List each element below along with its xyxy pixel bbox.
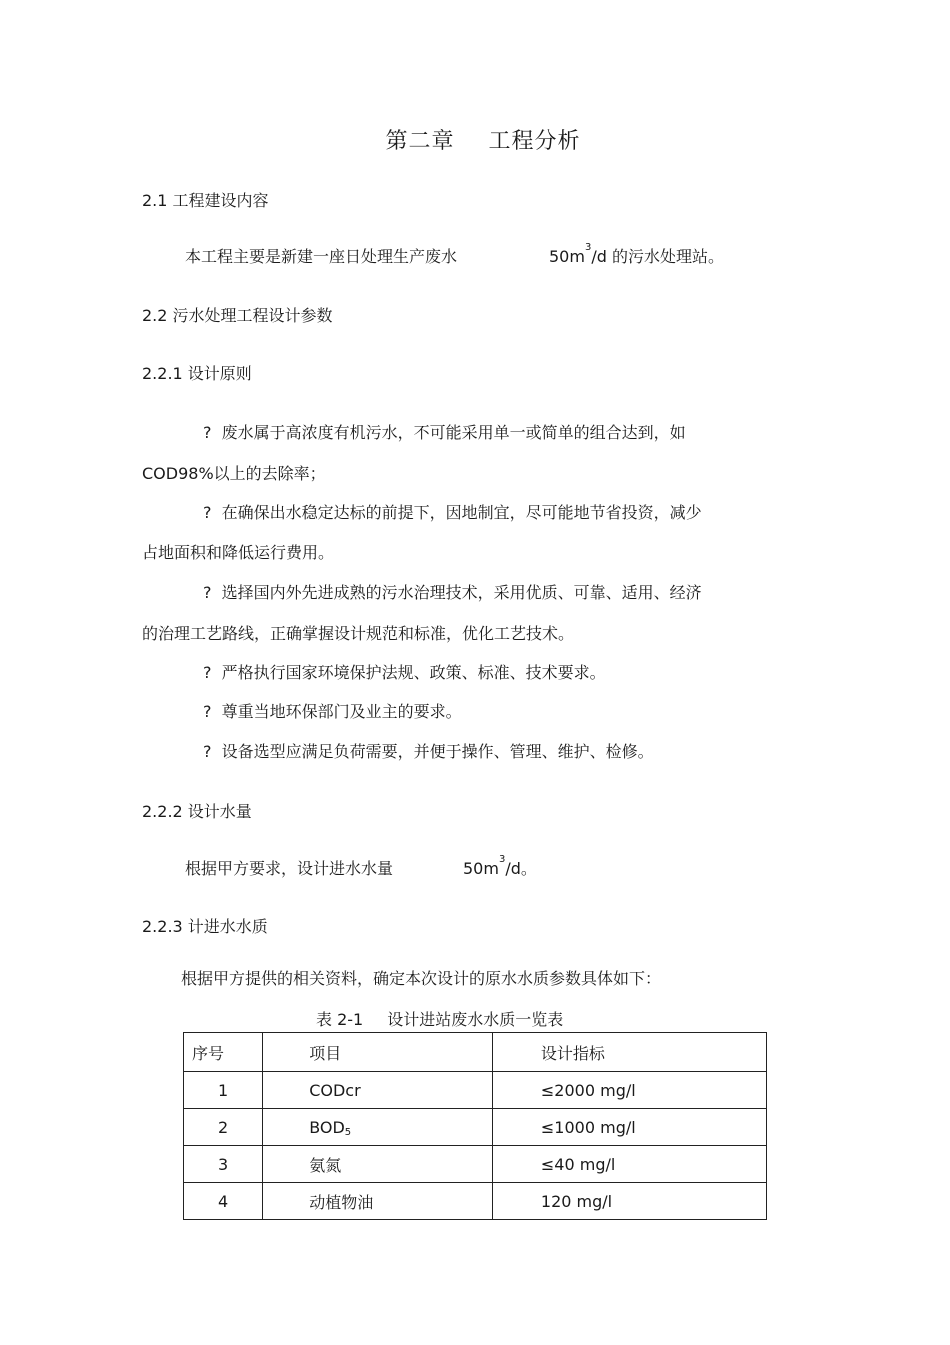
cell-value: 120 mg/l [492, 1183, 766, 1220]
table-row [184, 1146, 767, 1183]
cell-no: 2 [184, 1109, 263, 1146]
section-heading-2-2-3: 2.2.3 计进水水质 [142, 917, 268, 936]
section-heading-2-2-1: 2.2.1 设计原则 [142, 364, 252, 383]
cell-item: CODcr [263, 1072, 493, 1109]
bullet-text: 设备选型应满足负荷需要，并便于操作、管理、维护、检修。 [221, 742, 654, 761]
principle-bullet-2-continued: 占地面积和降低运行费用。 [142, 543, 335, 562]
principle-bullet-4 [203, 660, 606, 683]
bullet-marker: ? [203, 702, 212, 721]
header-cell-no: 序号 [184, 1033, 263, 1072]
capacity-unit-text: /d 的污水处理站。 [591, 247, 724, 266]
table-number: 表 2-1 [316, 1010, 364, 1029]
bullet-marker: ? [203, 583, 212, 602]
section-heading-2-2: 2.2 污水处理工程设计参数 [142, 306, 333, 325]
table-row [184, 1109, 767, 1146]
bullet-marker: ? [203, 663, 212, 682]
bullet-text: 严格执行国家环境保护法规、政策、标准、技术要求。 [221, 663, 606, 682]
flow-superscript: 3 [498, 854, 506, 865]
design-flow-value [463, 856, 537, 879]
water-quality-table [183, 1032, 767, 1220]
table-title: 设计进站废水水质一览表 [387, 1010, 564, 1029]
principle-bullet-3 [203, 580, 702, 603]
section-heading-2-1: 2.1 工程建设内容 [142, 191, 269, 210]
item-name: BOD [309, 1117, 345, 1137]
capacity-superscript: 3 [584, 242, 592, 253]
capacity-value [549, 244, 724, 267]
bullet-marker: ? [203, 423, 212, 442]
cell-no: 3 [184, 1146, 263, 1183]
table-row [184, 1072, 767, 1109]
header-cell-spec: 设计指标 [492, 1033, 766, 1072]
header-cell-item: 项目 [263, 1033, 493, 1072]
section-2-2-2-paragraph: 根据甲方要求，设计进水水量 [185, 859, 394, 878]
bullet-marker: ? [203, 742, 212, 761]
bullet-text: 尊重当地环保部门及业主的要求。 [221, 702, 462, 721]
bullet-marker: ? [203, 503, 212, 522]
principle-bullet-1-continued: COD98%以上的去除率； [142, 464, 326, 483]
cell-no: 1 [184, 1072, 263, 1109]
paragraph-text: 本工程主要是新建一座日处理生产废水 [185, 247, 458, 266]
section-2-2-3-intro: 根据甲方提供的相关资料，确定本次设计的原水水质参数具体如下： [181, 969, 662, 988]
cell-item: 氨氮 [263, 1146, 493, 1183]
table-row [184, 1183, 767, 1220]
principle-bullet-5 [203, 699, 462, 722]
flow-number: 50m [463, 859, 499, 878]
cell-item [263, 1109, 493, 1146]
cell-value: ≤1000 mg/l [492, 1109, 766, 1146]
bullet-text: 选择国内外先进成熟的污水治理技术，采用优质、可靠、适用、经济 [221, 583, 702, 602]
bullet-text: 在确保出水稳定达标的前提下，因地制宜，尽可能地节省投资，减少 [221, 503, 702, 522]
chapter-name: 工程分析 [488, 129, 581, 154]
table-header-row [184, 1033, 767, 1072]
principle-bullet-6 [203, 739, 654, 762]
flow-unit-text: /d。 [505, 859, 537, 878]
cell-no: 4 [184, 1183, 263, 1220]
table-caption [316, 1007, 563, 1030]
bullet-text: 废水属于高浓度有机污水，不可能采用单一或简单的组合达到，如 [221, 423, 686, 442]
cell-value: ≤2000 mg/l [492, 1072, 766, 1109]
section-2-1-paragraph [185, 244, 457, 267]
principle-bullet-3-continued: 的治理工艺路线，正确掌握设计规范和标准，优化工艺技术。 [142, 624, 575, 643]
cell-value: ≤40 mg/l [492, 1146, 766, 1183]
principle-bullet-1 [203, 420, 686, 443]
capacity-number: 50m [549, 247, 585, 266]
principle-bullet-2 [203, 500, 702, 523]
cell-item: 动植物油 [263, 1183, 493, 1220]
chapter-number: 第二章 [385, 129, 455, 154]
chapter-title [0, 124, 950, 155]
item-subscript: 5 [344, 1126, 352, 1138]
section-heading-2-2-2: 2.2.2 设计水量 [142, 802, 252, 821]
